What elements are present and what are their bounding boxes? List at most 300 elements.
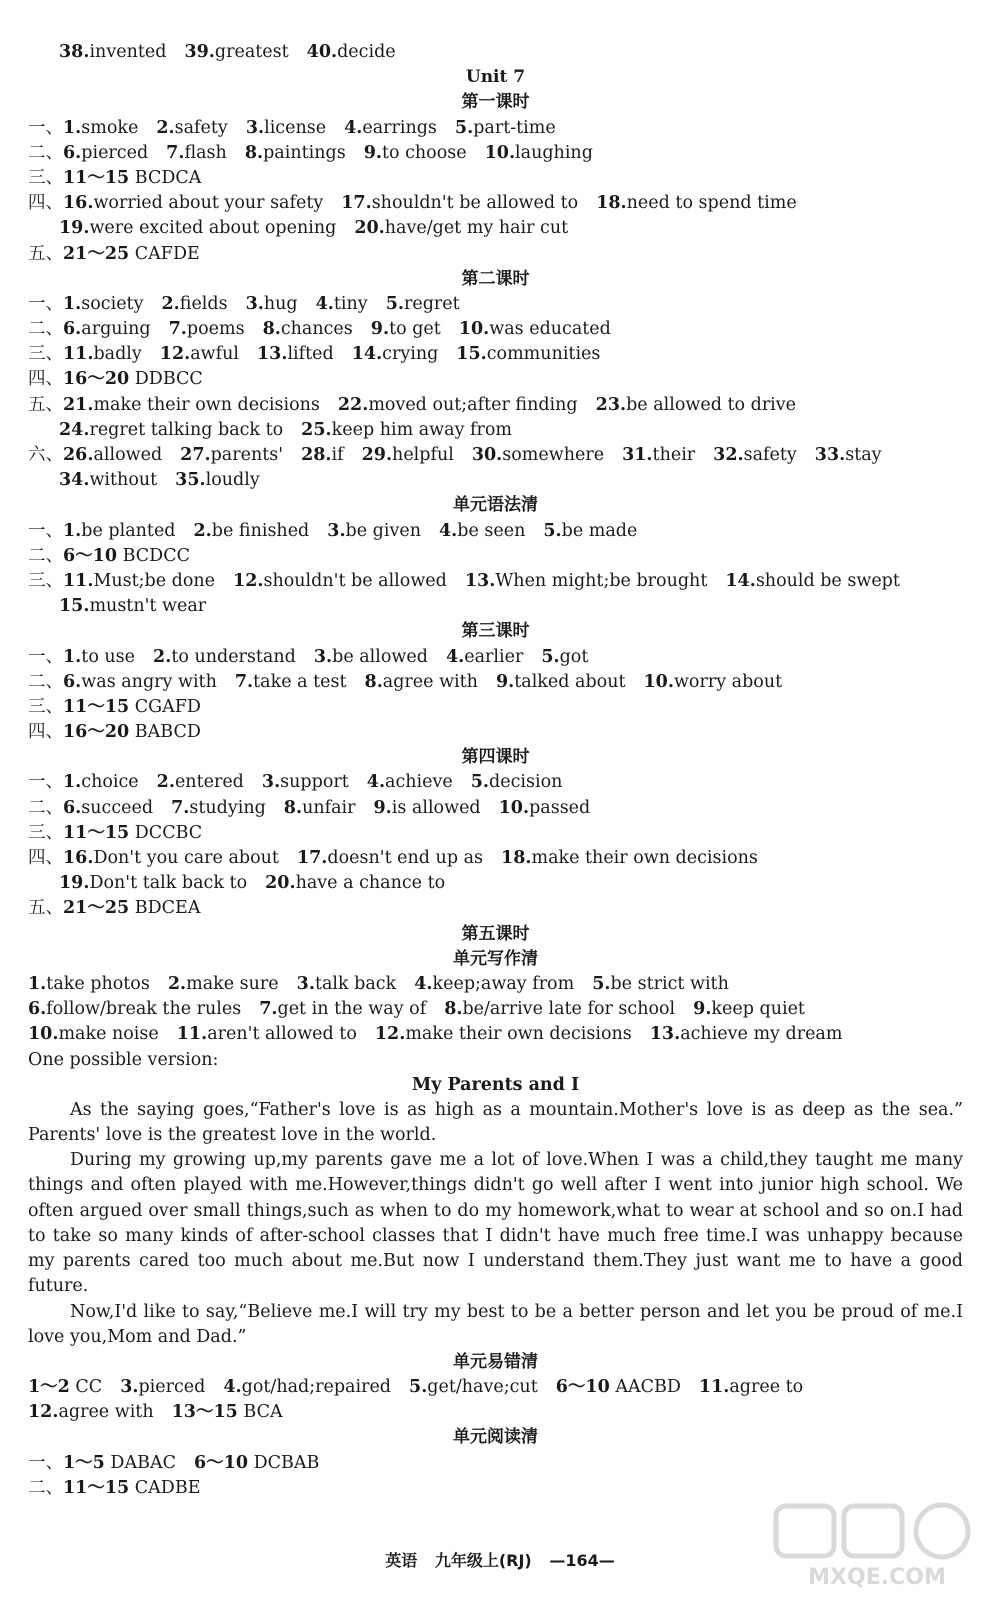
answer-text: make noise bbox=[58, 1024, 159, 1045]
answer-text: make their own decisions bbox=[405, 1024, 632, 1045]
answer-number: 13～15 bbox=[171, 1402, 238, 1423]
answer-text: make their own decisions bbox=[93, 394, 320, 415]
answer-number: 3. bbox=[245, 293, 264, 314]
answer-item bbox=[63, 342, 142, 367]
answer-item bbox=[63, 695, 201, 720]
answer-line bbox=[28, 1022, 963, 1047]
answer-item bbox=[59, 216, 336, 241]
answer-number: 26. bbox=[63, 445, 94, 465]
answer-number: 13. bbox=[464, 570, 496, 591]
answer-line bbox=[28, 166, 963, 191]
answer-item bbox=[63, 846, 279, 871]
answer-number: 15. bbox=[456, 344, 487, 365]
section-heading: 单元易错清 bbox=[453, 1351, 538, 1372]
essay-title: My Parents and I bbox=[411, 1074, 580, 1095]
section-prefix: 三、 bbox=[28, 570, 63, 591]
answer-item bbox=[63, 367, 203, 392]
answer-text: mustn't wear bbox=[89, 596, 207, 617]
answer-number: 21. bbox=[63, 394, 94, 415]
answer-text: chances bbox=[280, 319, 353, 340]
answer-line bbox=[28, 544, 963, 569]
answer-item bbox=[301, 443, 344, 468]
answer-number: 10. bbox=[28, 1024, 59, 1045]
answer-text: somewhere bbox=[502, 445, 605, 465]
answer-number: 39. bbox=[184, 42, 215, 62]
answer-line bbox=[28, 317, 963, 342]
answer-text: CGAFD bbox=[129, 696, 201, 717]
answer-text: license bbox=[264, 117, 327, 138]
answer-text: CAFDE bbox=[129, 243, 200, 264]
answer-number: 9. bbox=[693, 999, 712, 1020]
answer-line bbox=[28, 695, 963, 720]
answer-text: CADBE bbox=[129, 1477, 201, 1498]
answer-number: 21～25 bbox=[63, 243, 130, 264]
answer-text: be allowed bbox=[332, 646, 428, 667]
section-prefix: 二、 bbox=[28, 671, 63, 692]
answer-text: be given bbox=[345, 520, 421, 541]
answer-text: awful bbox=[190, 344, 239, 365]
answer-text: got bbox=[559, 646, 589, 667]
answer-text: talked about bbox=[514, 671, 626, 692]
answer-number: 19. bbox=[59, 218, 90, 239]
answer-text: be seen bbox=[457, 520, 526, 541]
answer-number: 32. bbox=[713, 445, 744, 465]
answer-line bbox=[28, 1400, 963, 1425]
answer-number: 5. bbox=[543, 520, 562, 541]
answer-item bbox=[246, 116, 326, 141]
answer-text: moved out;after finding bbox=[368, 394, 578, 415]
answer-item bbox=[161, 292, 227, 317]
answer-item bbox=[501, 846, 758, 871]
answer-item bbox=[375, 1022, 632, 1047]
answer-number: 12. bbox=[374, 1024, 406, 1045]
answer-text: have/get my hair cut bbox=[384, 218, 569, 239]
answer-number: 24. bbox=[59, 419, 90, 440]
answer-text: regret talking back to bbox=[89, 419, 284, 440]
answer-text: earlier bbox=[464, 646, 524, 667]
answer-number: 6. bbox=[63, 797, 82, 818]
answer-text: paintings bbox=[263, 142, 346, 163]
answer-number: 4. bbox=[366, 772, 386, 793]
answer-item bbox=[175, 468, 260, 493]
answer-number: 7. bbox=[166, 142, 185, 163]
answer-block-upper bbox=[28, 40, 963, 1073]
answer-text: succeed bbox=[81, 797, 154, 818]
answer-item bbox=[409, 1375, 538, 1400]
answer-number: 7. bbox=[259, 999, 278, 1020]
essay-body bbox=[28, 1098, 963, 1350]
answer-item bbox=[301, 418, 512, 443]
answer-item bbox=[314, 645, 428, 670]
section-prefix: 五、 bbox=[28, 394, 63, 415]
answer-text: flash bbox=[184, 142, 227, 163]
answer-item bbox=[28, 1400, 154, 1425]
answer-text: to choose bbox=[381, 142, 467, 163]
answer-text: keep;away from bbox=[432, 973, 575, 994]
answer-line bbox=[28, 972, 963, 997]
answer-number: 3. bbox=[327, 520, 346, 541]
section-prefix: 一、 bbox=[28, 1452, 63, 1473]
answer-text: should be swept bbox=[755, 570, 900, 591]
answer-text: pierced bbox=[81, 142, 149, 163]
answer-text: to use bbox=[81, 646, 136, 667]
answer-number: 2. bbox=[167, 973, 187, 994]
section-heading: 单元阅读清 bbox=[453, 1427, 538, 1448]
answer-number: 3. bbox=[313, 646, 333, 667]
answer-text: AACBD bbox=[609, 1377, 681, 1398]
answer-item bbox=[63, 1451, 176, 1476]
answer-line bbox=[28, 796, 963, 821]
answer-item bbox=[444, 997, 675, 1022]
answer-item bbox=[28, 972, 150, 997]
answer-number: 3. bbox=[245, 117, 265, 138]
answer-text: allowed bbox=[93, 445, 163, 465]
answer-number: 1. bbox=[63, 520, 82, 541]
answer-item bbox=[246, 292, 298, 317]
answer-number: 7. bbox=[171, 797, 190, 818]
section-prefix: 三、 bbox=[28, 696, 63, 717]
answer-item bbox=[28, 1375, 102, 1400]
section-prefix: 六、 bbox=[28, 445, 63, 465]
answer-text: decide bbox=[337, 42, 396, 62]
answer-text: talk back bbox=[314, 973, 397, 994]
answer-number: 10. bbox=[643, 671, 674, 692]
answer-text: loudly bbox=[205, 470, 260, 491]
answer-text: CC bbox=[69, 1377, 103, 1398]
answer-text: BABCD bbox=[129, 722, 201, 743]
footer-grade: 九年级上(RJ) bbox=[434, 1551, 532, 1570]
answer-text: regret bbox=[403, 293, 460, 314]
answer-number: 9. bbox=[495, 671, 515, 692]
answer-item bbox=[180, 443, 283, 468]
answer-number: 4. bbox=[445, 646, 465, 667]
answer-item bbox=[184, 40, 288, 65]
answer-item bbox=[194, 1451, 319, 1476]
answer-item bbox=[28, 1048, 218, 1073]
answer-item bbox=[63, 770, 139, 795]
watermark-logo-icon bbox=[772, 1502, 982, 1592]
answer-line bbox=[28, 770, 963, 795]
answer-item bbox=[815, 443, 882, 468]
answer-text: lifted bbox=[287, 344, 334, 365]
answer-number: 38. bbox=[59, 42, 90, 62]
answer-item bbox=[327, 519, 421, 544]
answer-item bbox=[459, 317, 611, 342]
answer-text: fields bbox=[179, 293, 228, 314]
answer-number: 11. bbox=[176, 1024, 208, 1045]
answer-number: 5. bbox=[541, 646, 560, 667]
answer-number: 28. bbox=[301, 445, 332, 465]
answer-line bbox=[28, 191, 963, 216]
answer-item bbox=[153, 645, 296, 670]
answer-text: communities bbox=[486, 344, 601, 365]
answer-item bbox=[160, 342, 239, 367]
answer-number: 2. bbox=[161, 293, 180, 314]
answer-number: 11～15 bbox=[63, 696, 130, 717]
answer-number: 1. bbox=[63, 293, 82, 314]
answer-text: part-time bbox=[473, 117, 556, 138]
section-prefix: 二、 bbox=[28, 142, 63, 163]
answer-text: were excited about opening bbox=[89, 218, 337, 239]
answer-item bbox=[265, 871, 445, 896]
answer-line bbox=[28, 468, 963, 493]
answer-text: be/arrive late for school bbox=[462, 999, 676, 1020]
answer-item bbox=[471, 770, 563, 795]
answer-number: 13. bbox=[257, 344, 288, 365]
answer-item bbox=[171, 796, 266, 821]
answer-line bbox=[28, 997, 963, 1022]
answer-number: 8. bbox=[262, 319, 281, 340]
answer-number: 4. bbox=[223, 1377, 242, 1398]
answer-text: When might;be brought bbox=[495, 570, 708, 591]
answer-item bbox=[28, 997, 241, 1022]
answer-text: follow/break the rules bbox=[46, 999, 242, 1020]
section-prefix: 一、 bbox=[28, 117, 63, 138]
answer-number: 16～20 bbox=[63, 722, 130, 743]
answer-item bbox=[172, 1400, 283, 1425]
answer-text: be strict with bbox=[610, 973, 729, 994]
answer-line bbox=[28, 1451, 963, 1476]
answer-number: 11～15 bbox=[63, 1477, 130, 1498]
answer-text: One possible version: bbox=[28, 1049, 219, 1070]
answer-number: 5. bbox=[409, 1377, 428, 1398]
answer-item bbox=[556, 1375, 681, 1400]
answer-text: shouldn't be allowed bbox=[263, 570, 447, 591]
answer-number: 6. bbox=[63, 319, 82, 340]
answer-item bbox=[338, 393, 578, 418]
answer-number: 16. bbox=[63, 193, 94, 214]
answer-number: 3. bbox=[120, 1377, 139, 1398]
answer-line bbox=[28, 418, 963, 443]
answer-item bbox=[59, 468, 157, 493]
answer-text: Don't you care about bbox=[93, 848, 279, 868]
answer-number: 8. bbox=[444, 999, 463, 1020]
answer-text: arguing bbox=[81, 319, 151, 340]
answer-item bbox=[63, 821, 202, 846]
answer-number: 4. bbox=[344, 117, 363, 138]
answer-item bbox=[63, 393, 320, 418]
answer-item bbox=[63, 292, 143, 317]
answer-number: 4. bbox=[315, 293, 334, 314]
watermark-text: MXQE.COM bbox=[808, 1565, 946, 1590]
answer-text: be planted bbox=[81, 520, 176, 541]
answer-number: 6～10 bbox=[555, 1377, 610, 1398]
answer-item bbox=[307, 40, 396, 65]
answer-item bbox=[365, 670, 478, 695]
answer-number: 5. bbox=[385, 293, 404, 314]
section-prefix: 三、 bbox=[28, 822, 63, 843]
answer-text: crying bbox=[382, 344, 439, 365]
answer-number: 3. bbox=[261, 772, 281, 793]
answer-item bbox=[223, 1375, 391, 1400]
answer-number: 17. bbox=[341, 193, 372, 214]
answer-text: Don't talk back to bbox=[89, 873, 248, 894]
answer-line bbox=[28, 443, 963, 468]
answer-number: 1. bbox=[28, 973, 47, 994]
section-prefix: 一、 bbox=[28, 772, 63, 793]
section-prefix: 五、 bbox=[28, 243, 63, 264]
answer-line bbox=[28, 846, 963, 871]
answer-item bbox=[63, 645, 135, 670]
answer-text: to understand bbox=[171, 646, 296, 667]
answer-line bbox=[28, 1048, 963, 1073]
answer-item bbox=[596, 191, 797, 216]
answer-number: 14. bbox=[351, 344, 383, 365]
answer-text: society bbox=[81, 293, 144, 314]
answer-item bbox=[63, 116, 138, 141]
answer-item bbox=[284, 796, 356, 821]
answer-text: Must;be done bbox=[93, 570, 216, 591]
answer-number: 6. bbox=[63, 142, 82, 163]
answer-number: 22. bbox=[337, 394, 369, 415]
answer-item bbox=[63, 796, 153, 821]
section-heading: 第一课时 bbox=[461, 92, 530, 113]
answer-item bbox=[63, 896, 200, 921]
answer-item bbox=[496, 670, 626, 695]
answer-item bbox=[465, 569, 708, 594]
answer-number: 8. bbox=[244, 142, 264, 163]
essay bbox=[28, 1073, 963, 1350]
section-prefix: 四、 bbox=[28, 193, 63, 214]
answer-line bbox=[28, 40, 963, 65]
answer-number: 9. bbox=[373, 797, 392, 818]
answer-item bbox=[120, 1375, 205, 1400]
answer-number: 1. bbox=[63, 772, 82, 793]
answer-item bbox=[262, 770, 349, 795]
essay-paragraph: Now,I'd like to say,“Believe me.I will try my best to be a better person and let you be proud of me.I love you,Mom and Dad.” bbox=[28, 1301, 963, 1347]
answer-number: 1. bbox=[63, 646, 82, 667]
answer-line bbox=[28, 216, 963, 241]
answer-line bbox=[28, 594, 963, 619]
answer-text: safety bbox=[174, 117, 228, 138]
section-heading: 单元写作清 bbox=[453, 948, 538, 969]
answer-item bbox=[371, 317, 441, 342]
answer-number: 35. bbox=[175, 470, 206, 491]
essay-paragraph: As the saying goes,“Father's love is as high as a mountain.Mother's love is as deep as the sea.” Parents' love is the greatest love in the world. bbox=[28, 1099, 963, 1146]
answer-number: 11. bbox=[63, 570, 94, 591]
answer-item bbox=[622, 443, 695, 468]
answer-number: 1～5 bbox=[63, 1452, 105, 1473]
answer-text: DCCBC bbox=[129, 822, 203, 843]
answer-text: smoke bbox=[81, 117, 139, 138]
section-prefix: 二、 bbox=[28, 545, 63, 566]
answer-number: 33. bbox=[814, 445, 846, 465]
answer-text: DABAC bbox=[104, 1452, 176, 1473]
answer-number: 12. bbox=[159, 344, 191, 365]
answer-number: 10. bbox=[498, 797, 530, 818]
section-prefix: 一、 bbox=[28, 646, 63, 667]
answer-number: 9. bbox=[363, 142, 382, 163]
answer-item bbox=[543, 519, 637, 544]
answer-number: 7. bbox=[234, 671, 254, 692]
answer-number: 29. bbox=[361, 445, 393, 465]
answer-number: 18. bbox=[596, 193, 627, 214]
answer-text: keep quiet bbox=[711, 999, 805, 1020]
answer-number: 16. bbox=[63, 848, 94, 868]
answer-item bbox=[485, 141, 593, 166]
answer-number: 34. bbox=[59, 470, 90, 491]
answer-item bbox=[456, 342, 600, 367]
answer-item bbox=[386, 292, 460, 317]
answer-text: take photos bbox=[46, 973, 150, 994]
answer-text: shouldn't be allowed to bbox=[371, 193, 579, 214]
answer-item bbox=[362, 443, 454, 468]
essay-paragraph: During my growing up,my parents gave me a lot of love.When I was a child,they taught me many things and often played with me.However,things didn't go well after I went into junior high school. We often argued over small things,such as when to do my homework,what to wear at school and so on.I had to take so many kinds of after-school classes that I didn't have much free time.I was unhappy because my parents cared too much about me.But now I understand them.They just want me to have a good future. bbox=[28, 1150, 963, 1297]
answer-text: get/have;cut bbox=[427, 1377, 538, 1398]
answer-number: 18. bbox=[501, 848, 532, 868]
footer-subject: 英语 bbox=[385, 1551, 418, 1570]
answer-item bbox=[63, 443, 162, 468]
answer-item bbox=[63, 720, 201, 745]
answer-number: 11～15 bbox=[63, 167, 130, 188]
answer-text: their bbox=[652, 445, 696, 465]
answer-line bbox=[28, 821, 963, 846]
answer-line bbox=[28, 141, 963, 166]
answer-text: badly bbox=[93, 344, 142, 365]
answer-number: 2. bbox=[156, 772, 175, 793]
answer-number: 5. bbox=[592, 973, 611, 994]
section-heading: 第五课时 bbox=[461, 923, 530, 944]
answer-line bbox=[28, 569, 963, 594]
section-prefix: 四、 bbox=[28, 722, 63, 743]
answer-number: 8. bbox=[364, 671, 383, 692]
answer-text: be finished bbox=[211, 520, 310, 541]
answer-line bbox=[28, 116, 963, 141]
answer-number: 6. bbox=[28, 999, 47, 1020]
answer-item bbox=[63, 1476, 200, 1501]
answer-number: 25. bbox=[301, 419, 332, 440]
answer-number: 14. bbox=[725, 570, 756, 591]
answer-text: stay bbox=[845, 445, 882, 465]
answer-text: if bbox=[331, 445, 344, 465]
section-prefix: 三、 bbox=[28, 167, 63, 188]
answer-number: 6. bbox=[63, 671, 82, 692]
answer-line bbox=[28, 292, 963, 317]
answer-number: 27. bbox=[180, 445, 211, 465]
answer-number: 2. bbox=[193, 520, 212, 541]
answer-number: 9. bbox=[370, 319, 390, 340]
section-heading: 第三课时 bbox=[461, 621, 530, 642]
answer-number: 2. bbox=[156, 117, 175, 138]
answer-item bbox=[592, 972, 729, 997]
answer-item bbox=[472, 443, 604, 468]
answer-text: support bbox=[280, 772, 349, 793]
answer-text: DCBAB bbox=[248, 1452, 320, 1473]
answer-item bbox=[169, 317, 245, 342]
answer-text: achieve bbox=[385, 772, 453, 793]
answer-item bbox=[354, 216, 568, 241]
answer-item bbox=[263, 317, 353, 342]
answer-item bbox=[297, 972, 397, 997]
answer-text: laughing bbox=[515, 142, 593, 163]
answer-text: entered bbox=[174, 772, 244, 793]
answer-item bbox=[63, 317, 151, 342]
answer-item bbox=[414, 972, 574, 997]
answer-item bbox=[364, 141, 467, 166]
answer-line bbox=[28, 871, 963, 896]
answer-item bbox=[499, 796, 591, 821]
answer-number: 3. bbox=[296, 973, 315, 994]
answer-line bbox=[28, 1375, 963, 1400]
answer-item bbox=[166, 141, 227, 166]
answer-text: worry about bbox=[673, 671, 783, 692]
answer-text: achieve my dream bbox=[680, 1024, 843, 1045]
answer-number: 8. bbox=[283, 797, 303, 818]
answer-number: 30. bbox=[471, 445, 503, 465]
answer-number: 11. bbox=[63, 344, 94, 365]
answer-text: take a test bbox=[253, 671, 347, 692]
answer-text: invented bbox=[89, 42, 167, 62]
